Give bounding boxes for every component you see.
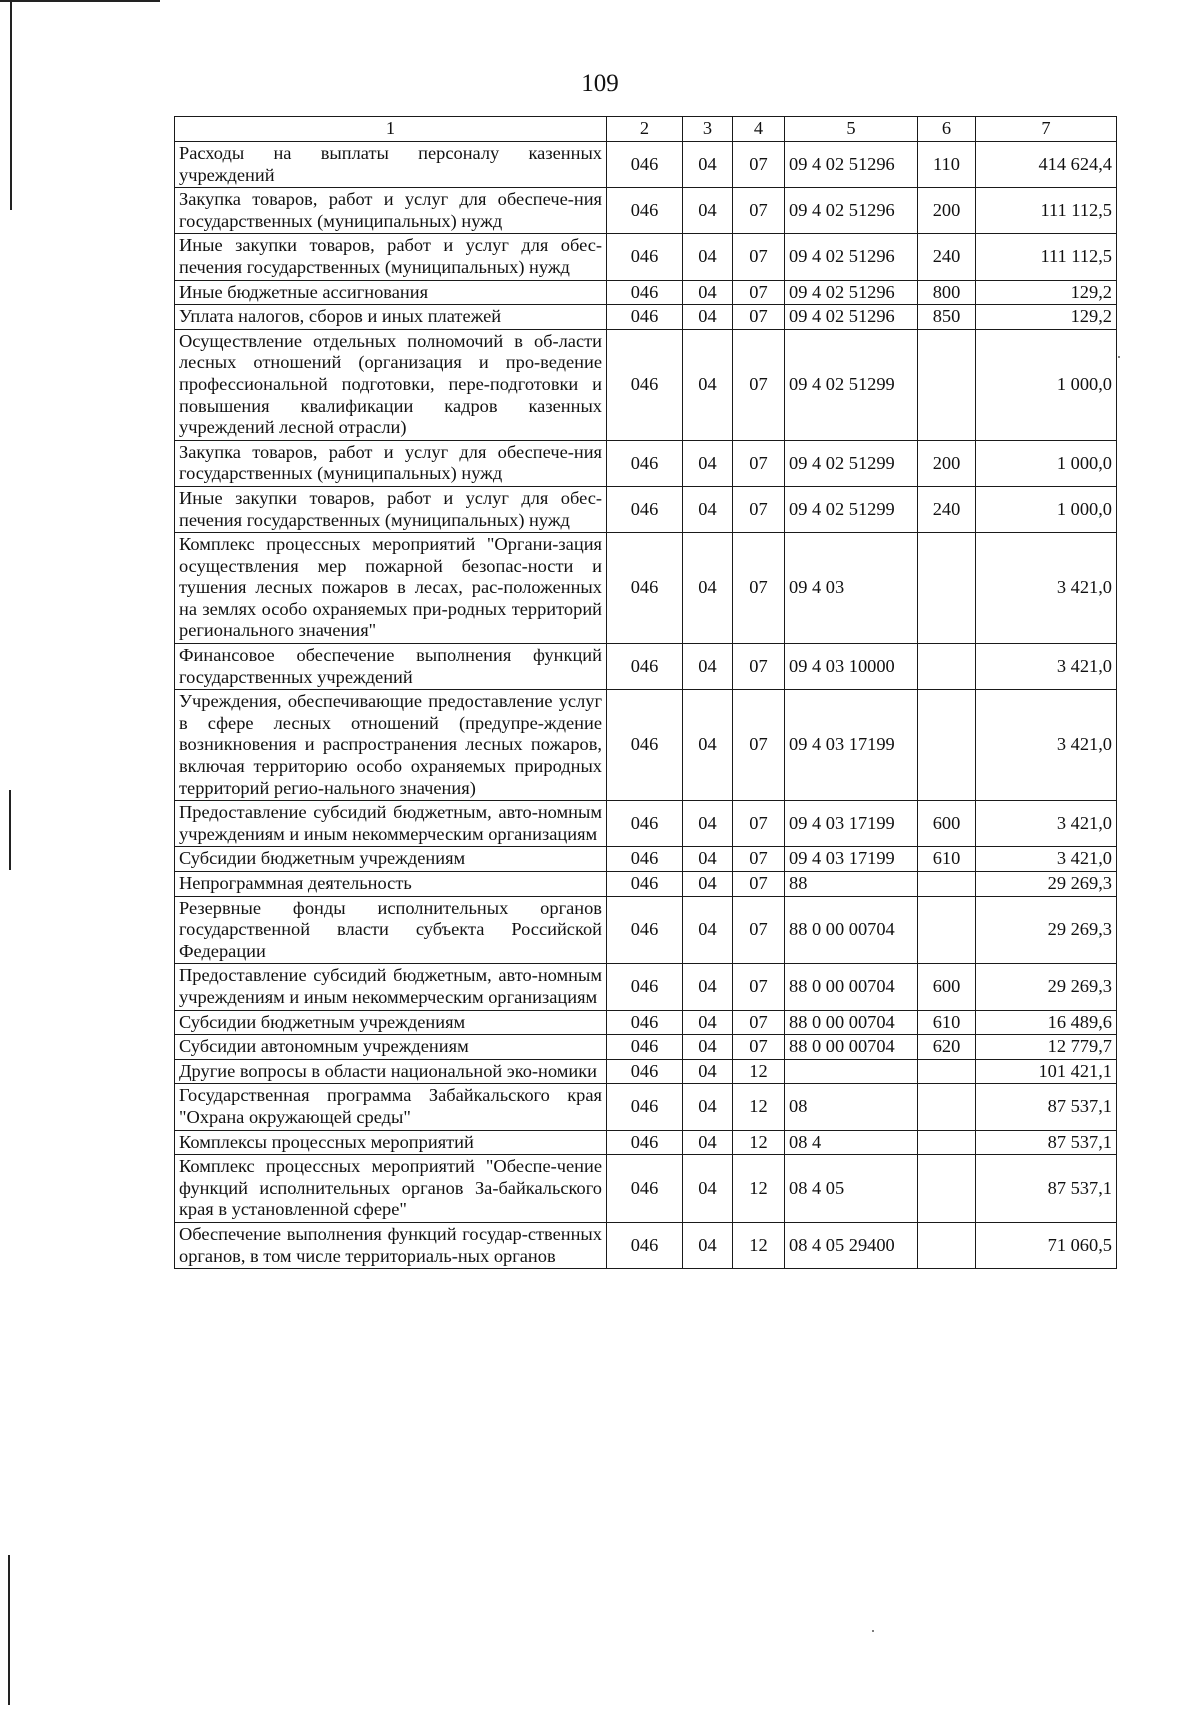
cell-col-2: 046 <box>607 1084 683 1130</box>
table-row <box>175 964 1117 1010</box>
scan-speck <box>872 1630 874 1632</box>
cell-col-5: 09 4 02 51296 <box>785 142 918 188</box>
cell-col-7: 3 421,0 <box>976 690 1117 801</box>
cell-col-3: 04 <box>683 234 733 280</box>
cell-col-3: 04 <box>683 1155 733 1223</box>
cell-col-4: 07 <box>733 188 785 234</box>
item-name: Учреждения, обеспечивающие предоставление услуг в сфере лесных отношений (предупре-ждение возникновения и распространения лесных пожаров, включая территорию особо охраняемых природных территорий регио-нального значения) <box>175 690 607 801</box>
cell-col-5: 88 0 00 00704 <box>785 896 918 964</box>
cell-col-3: 04 <box>683 1130 733 1155</box>
cell-col-3: 04 <box>683 142 733 188</box>
cell-col-4: 07 <box>733 847 785 872</box>
cell-col-3: 04 <box>683 1059 733 1084</box>
cell-col-3: 04 <box>683 896 733 964</box>
cell-col-5: 88 0 00 00704 <box>785 964 918 1010</box>
item-name: Другие вопросы в области национальной эко-номики <box>175 1059 607 1084</box>
cell-col-7: 414 624,4 <box>976 142 1117 188</box>
cell-col-4: 07 <box>733 896 785 964</box>
cell-col-5: 88 <box>785 872 918 897</box>
cell-col-5: 09 4 02 51296 <box>785 280 918 305</box>
cell-col-5: 09 4 02 51296 <box>785 234 918 280</box>
table-row <box>175 486 1117 532</box>
cell-col-7: 129,2 <box>976 280 1117 305</box>
cell-col-2: 046 <box>607 801 683 847</box>
header-cell: 5 <box>785 117 918 142</box>
cell-col-6: 600 <box>918 964 976 1010</box>
cell-col-3: 04 <box>683 1084 733 1130</box>
table-row <box>175 142 1117 188</box>
item-name: Уплата налогов, сборов и иных платежей <box>175 305 607 330</box>
table-row <box>175 1010 1117 1035</box>
table-row <box>175 1035 1117 1060</box>
cell-col-4: 07 <box>733 486 785 532</box>
cell-col-3: 04 <box>683 329 733 440</box>
cell-col-7: 111 112,5 <box>976 234 1117 280</box>
cell-col-2: 046 <box>607 142 683 188</box>
cell-col-7: 101 421,1 <box>976 1059 1117 1084</box>
cell-col-2: 046 <box>607 1155 683 1223</box>
cell-col-5: 09 4 03 10000 <box>785 644 918 690</box>
cell-col-5: 09 4 02 51296 <box>785 305 918 330</box>
cell-col-3: 04 <box>683 1035 733 1060</box>
item-name: Государственная программа Забайкальского края "Охрана окружающей среды" <box>175 1084 607 1130</box>
cell-col-2: 046 <box>607 440 683 486</box>
page-number: 109 <box>581 70 619 97</box>
cell-col-6: 600 <box>918 801 976 847</box>
cell-col-2: 046 <box>607 644 683 690</box>
table-row <box>175 644 1117 690</box>
cell-col-2: 046 <box>607 872 683 897</box>
table-row <box>175 801 1117 847</box>
cell-col-7: 3 421,0 <box>976 801 1117 847</box>
cell-col-2: 046 <box>607 188 683 234</box>
cell-col-3: 04 <box>683 872 733 897</box>
item-name: Иные закупки товаров, работ и услуг для обес-печения государственных (муниципальных) нужд <box>175 234 607 280</box>
table-row <box>175 1059 1117 1084</box>
cell-col-7: 87 537,1 <box>976 1130 1117 1155</box>
cell-col-4: 07 <box>733 690 785 801</box>
cell-col-2: 046 <box>607 1222 683 1268</box>
cell-col-5: 09 4 03 17199 <box>785 801 918 847</box>
cell-col-6 <box>918 1084 976 1130</box>
scan-speck <box>1118 356 1120 358</box>
cell-col-7: 1 000,0 <box>976 329 1117 440</box>
cell-col-2: 046 <box>607 1130 683 1155</box>
cell-col-6 <box>918 533 976 644</box>
cell-col-2: 046 <box>607 486 683 532</box>
cell-col-4: 07 <box>733 964 785 1010</box>
cell-col-4: 07 <box>733 234 785 280</box>
cell-col-2: 046 <box>607 533 683 644</box>
cell-col-5: 09 4 03 17199 <box>785 847 918 872</box>
table-row <box>175 329 1117 440</box>
cell-col-6: 240 <box>918 234 976 280</box>
scan-edge-left-middle <box>9 790 11 870</box>
item-name: Закупка товаров, работ и услуг для обеспече-ния государственных (муниципальных) нужд <box>175 188 607 234</box>
cell-col-7: 3 421,0 <box>976 644 1117 690</box>
cell-col-5: 09 4 03 <box>785 533 918 644</box>
table-row <box>175 440 1117 486</box>
cell-col-3: 04 <box>683 1222 733 1268</box>
cell-col-3: 04 <box>683 486 733 532</box>
cell-col-6: 200 <box>918 188 976 234</box>
cell-col-7: 87 537,1 <box>976 1084 1117 1130</box>
cell-col-7: 3 421,0 <box>976 533 1117 644</box>
cell-col-6 <box>918 1155 976 1223</box>
item-name: Субсидии бюджетным учреждениям <box>175 1010 607 1035</box>
item-name: Финансовое обеспечение выполнения функций государственных учреждений <box>175 644 607 690</box>
cell-col-6: 620 <box>918 1035 976 1060</box>
cell-col-4: 07 <box>733 280 785 305</box>
cell-col-3: 04 <box>683 801 733 847</box>
cell-col-2: 046 <box>607 234 683 280</box>
cell-col-6: 610 <box>918 1010 976 1035</box>
item-name: Иные закупки товаров, работ и услуг для обес-печения государственных (муниципальных) нужд <box>175 486 607 532</box>
header-cell: 7 <box>976 117 1117 142</box>
cell-col-6 <box>918 690 976 801</box>
cell-col-2: 046 <box>607 1035 683 1060</box>
cell-col-2: 046 <box>607 329 683 440</box>
cell-col-6 <box>918 329 976 440</box>
item-name: Закупка товаров, работ и услуг для обеспече-ния государственных (муниципальных) нужд <box>175 440 607 486</box>
header-cell: 1 <box>175 117 607 142</box>
item-name: Комплекс процессных мероприятий "Органи-зация осуществления мер пожарной безопас-ности и тушения лесных пожаров в лесах, рас-положенных на землях особо охраняемых при-родных территорий регионального значения" <box>175 533 607 644</box>
table-row <box>175 847 1117 872</box>
table-row <box>175 872 1117 897</box>
cell-col-3: 04 <box>683 188 733 234</box>
cell-col-6: 200 <box>918 440 976 486</box>
item-name: Обеспечение выполнения функций государ-ственных органов, в том числе территориаль-ных органов <box>175 1222 607 1268</box>
cell-col-4: 07 <box>733 533 785 644</box>
cell-col-4: 07 <box>733 440 785 486</box>
header-cell: 4 <box>733 117 785 142</box>
cell-col-3: 04 <box>683 440 733 486</box>
cell-col-3: 04 <box>683 690 733 801</box>
cell-col-5: 09 4 02 51296 <box>785 188 918 234</box>
cell-col-5: 08 4 05 <box>785 1155 918 1223</box>
cell-col-2: 046 <box>607 847 683 872</box>
cell-col-3: 04 <box>683 1010 733 1035</box>
table-row <box>175 280 1117 305</box>
cell-col-6 <box>918 1130 976 1155</box>
cell-col-5: 08 <box>785 1084 918 1130</box>
cell-col-5: 09 4 02 51299 <box>785 486 918 532</box>
cell-col-7: 111 112,5 <box>976 188 1117 234</box>
cell-col-7: 71 060,5 <box>976 1222 1117 1268</box>
cell-col-2: 046 <box>607 305 683 330</box>
cell-col-4: 07 <box>733 329 785 440</box>
cell-col-5: 09 4 02 51299 <box>785 329 918 440</box>
cell-col-6: 610 <box>918 847 976 872</box>
table-row <box>175 305 1117 330</box>
cell-col-7: 1 000,0 <box>976 440 1117 486</box>
item-name: Предоставление субсидий бюджетным, авто-номным учреждениям и иным некоммерческим организациям <box>175 801 607 847</box>
item-name: Комплекс процессных мероприятий "Обеспе-чение функций исполнительных органов За-байкальского края в установленной сфере" <box>175 1155 607 1223</box>
header-cell: 2 <box>607 117 683 142</box>
cell-col-7: 29 269,3 <box>976 964 1117 1010</box>
cell-col-7: 1 000,0 <box>976 486 1117 532</box>
budget-table <box>174 116 1117 1269</box>
cell-col-2: 046 <box>607 1010 683 1035</box>
cell-col-4: 12 <box>733 1130 785 1155</box>
cell-col-3: 04 <box>683 847 733 872</box>
cell-col-7: 87 537,1 <box>976 1155 1117 1223</box>
item-name: Комплексы процессных мероприятий <box>175 1130 607 1155</box>
cell-col-5 <box>785 1059 918 1084</box>
cell-col-5: 08 4 <box>785 1130 918 1155</box>
cell-col-2: 046 <box>607 280 683 305</box>
cell-col-7: 12 779,7 <box>976 1035 1117 1060</box>
cell-col-4: 12 <box>733 1155 785 1223</box>
cell-col-4: 07 <box>733 644 785 690</box>
table-row <box>175 690 1117 801</box>
cell-col-5: 88 0 00 00704 <box>785 1035 918 1060</box>
header-cell: 3 <box>683 117 733 142</box>
cell-col-4: 07 <box>733 305 785 330</box>
cell-col-7: 29 269,3 <box>976 896 1117 964</box>
cell-col-5: 09 4 03 17199 <box>785 690 918 801</box>
cell-col-7: 129,2 <box>976 305 1117 330</box>
scan-edge-top <box>0 0 160 2</box>
item-name: Субсидии бюджетным учреждениям <box>175 847 607 872</box>
cell-col-4: 07 <box>733 801 785 847</box>
cell-col-6: 850 <box>918 305 976 330</box>
cell-col-4: 07 <box>733 1010 785 1035</box>
cell-col-6: 110 <box>918 142 976 188</box>
cell-col-4: 07 <box>733 1035 785 1060</box>
cell-col-4: 12 <box>733 1059 785 1084</box>
table-row <box>175 1130 1117 1155</box>
item-name: Иные бюджетные ассигнования <box>175 280 607 305</box>
cell-col-3: 04 <box>683 305 733 330</box>
table-row <box>175 533 1117 644</box>
cell-col-7: 29 269,3 <box>976 872 1117 897</box>
item-name: Осуществление отдельных полномочий в об-ласти лесных отношений (организация и про-ведение профессиональной подготовки, пере-подготовки и повышения квалификации кадров казенных учреждений лесной отрасли) <box>175 329 607 440</box>
scan-edge-left-upper <box>10 0 12 210</box>
item-name: Субсидии автономным учреждениям <box>175 1035 607 1060</box>
table-row <box>175 896 1117 964</box>
table-row <box>175 188 1117 234</box>
cell-col-6 <box>918 1059 976 1084</box>
item-name: Резервные фонды исполнительных органов государственной власти субъекта Российской Федерации <box>175 896 607 964</box>
cell-col-5: 08 4 05 29400 <box>785 1222 918 1268</box>
header-cell: 6 <box>918 117 976 142</box>
cell-col-4: 12 <box>733 1222 785 1268</box>
cell-col-3: 04 <box>683 280 733 305</box>
cell-col-4: 12 <box>733 1084 785 1130</box>
cell-col-6 <box>918 896 976 964</box>
cell-col-6 <box>918 1222 976 1268</box>
cell-col-5: 88 0 00 00704 <box>785 1010 918 1035</box>
item-name: Предоставление субсидий бюджетным, авто-номным учреждениям и иным некоммерческим организациям <box>175 964 607 1010</box>
cell-col-2: 046 <box>607 690 683 801</box>
cell-col-6 <box>918 872 976 897</box>
cell-col-7: 16 489,6 <box>976 1010 1117 1035</box>
scan-edge-left-lower <box>8 1555 10 1705</box>
cell-col-2: 046 <box>607 964 683 1010</box>
item-name: Расходы на выплаты персоналу казенных учреждений <box>175 142 607 188</box>
cell-col-7: 3 421,0 <box>976 847 1117 872</box>
table-row <box>175 1222 1117 1268</box>
table-row <box>175 234 1117 280</box>
cell-col-3: 04 <box>683 964 733 1010</box>
cell-col-4: 07 <box>733 142 785 188</box>
item-name: Непрограммная деятельность <box>175 872 607 897</box>
cell-col-3: 04 <box>683 644 733 690</box>
cell-col-2: 046 <box>607 896 683 964</box>
table-row <box>175 1084 1117 1130</box>
cell-col-6: 240 <box>918 486 976 532</box>
cell-col-2: 046 <box>607 1059 683 1084</box>
cell-col-6: 800 <box>918 280 976 305</box>
cell-col-4: 07 <box>733 872 785 897</box>
cell-col-5: 09 4 02 51299 <box>785 440 918 486</box>
table-row <box>175 1155 1117 1223</box>
cell-col-6 <box>918 644 976 690</box>
header-row <box>175 117 1117 142</box>
cell-col-3: 04 <box>683 533 733 644</box>
